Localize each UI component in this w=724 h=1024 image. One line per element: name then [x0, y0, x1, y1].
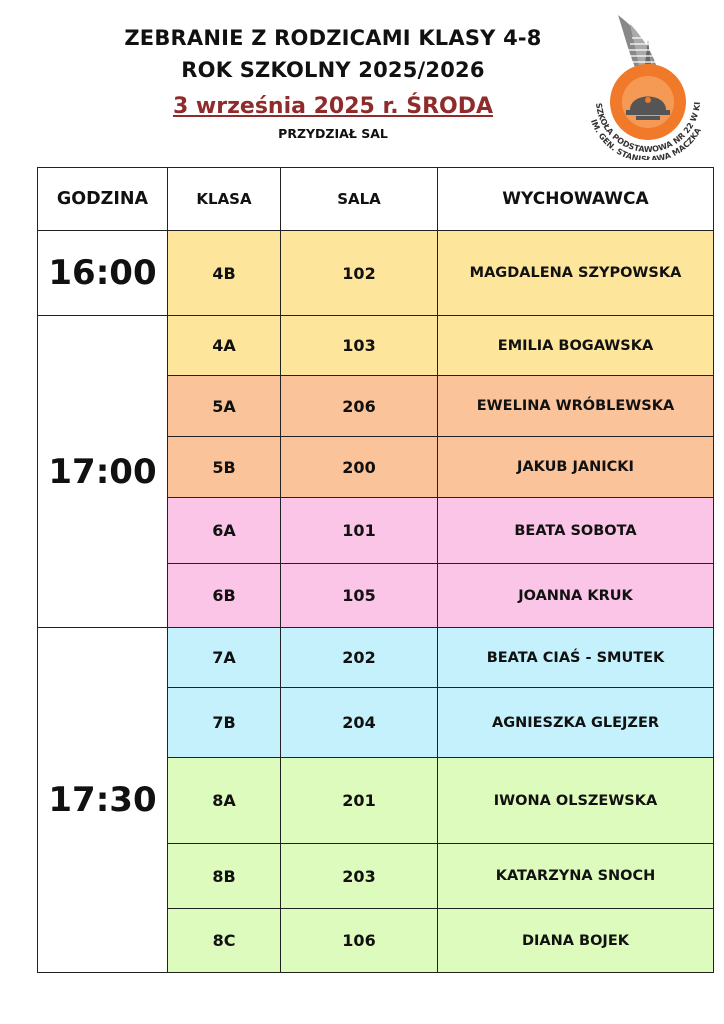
column-header-sala: SALA [281, 168, 438, 231]
column-header-wychowawca: WYCHOWAWCA [438, 168, 714, 231]
class-cell: 7B [168, 688, 281, 758]
teacher-cell: AGNIESZKA GLEJZER [438, 688, 714, 758]
room-cell: 102 [281, 231, 438, 316]
teacher-cell: BEATA SOBOTA [438, 498, 714, 564]
room-cell: 200 [281, 437, 438, 498]
teacher-cell: KATARZYNA SNOCH [438, 844, 714, 909]
class-cell: 5B [168, 437, 281, 498]
teacher-cell: BEATA CIAŚ - SMUTEK [438, 628, 714, 688]
room-cell: 202 [281, 628, 438, 688]
room-cell: 201 [281, 758, 438, 844]
room-cell: 103 [281, 316, 438, 376]
room-cell: 204 [281, 688, 438, 758]
school-logo [578, 10, 718, 160]
meeting-date: 3 września 2025 r. ŚRODA [172, 94, 494, 119]
room-cell: 203 [281, 844, 438, 909]
column-header-klasa: KLASA [168, 168, 281, 231]
room-cell: 101 [281, 498, 438, 564]
class-cell: 6A [168, 498, 281, 564]
table-header-row [38, 168, 714, 231]
teacher-cell: DIANA BOJEK [438, 909, 714, 973]
class-cell: 5A [168, 376, 281, 437]
school-emblem-icon [578, 10, 718, 160]
room-cell: 105 [281, 564, 438, 628]
teacher-cell: MAGDALENA SZYPOWSKA [438, 231, 714, 316]
class-cell: 4B [168, 231, 281, 316]
room-cell: 106 [281, 909, 438, 973]
teacher-cell: JOANNA KRUK [438, 564, 714, 628]
table-row [38, 231, 714, 316]
school-year: ROK SZKOLNY 2025/2026 [181, 58, 485, 82]
teacher-cell: EWELINA WRÓBLEWSKA [438, 376, 714, 437]
time-slot-1700: 17:00 [38, 316, 168, 628]
page-title: ZEBRANIE Z RODZICAMI KLASY 4-8 [124, 26, 542, 50]
svg-text:SZKOŁA PODSTAWOWA NR 22 W KIEL: SZKOŁA PODSTAWOWA NR 22 W KI [594, 101, 702, 155]
room-cell: 206 [281, 376, 438, 437]
table-row [38, 316, 714, 376]
table-row [38, 628, 714, 688]
teacher-cell: EMILIA BOGAWSKA [438, 316, 714, 376]
teacher-cell: JAKUB JANICKI [438, 437, 714, 498]
class-cell: 4A [168, 316, 281, 376]
time-slot-1730: 17:30 [38, 628, 168, 973]
page-subtitle: PRZYDZIAŁ SAL [278, 126, 388, 141]
column-header-godzina: GODZINA [38, 168, 168, 231]
svg-text:IM. GEN. STANISŁAWA MACZKA: IM. GEN. STANISŁAWA MACZKA [589, 118, 703, 160]
class-cell: 8C [168, 909, 281, 973]
class-cell: 8A [168, 758, 281, 844]
class-cell: 6B [168, 564, 281, 628]
teacher-cell: IWONA OLSZEWSKA [438, 758, 714, 844]
class-cell: 7A [168, 628, 281, 688]
class-cell: 8B [168, 844, 281, 909]
time-slot-1600: 16:00 [38, 231, 168, 316]
schedule-table [37, 167, 714, 973]
